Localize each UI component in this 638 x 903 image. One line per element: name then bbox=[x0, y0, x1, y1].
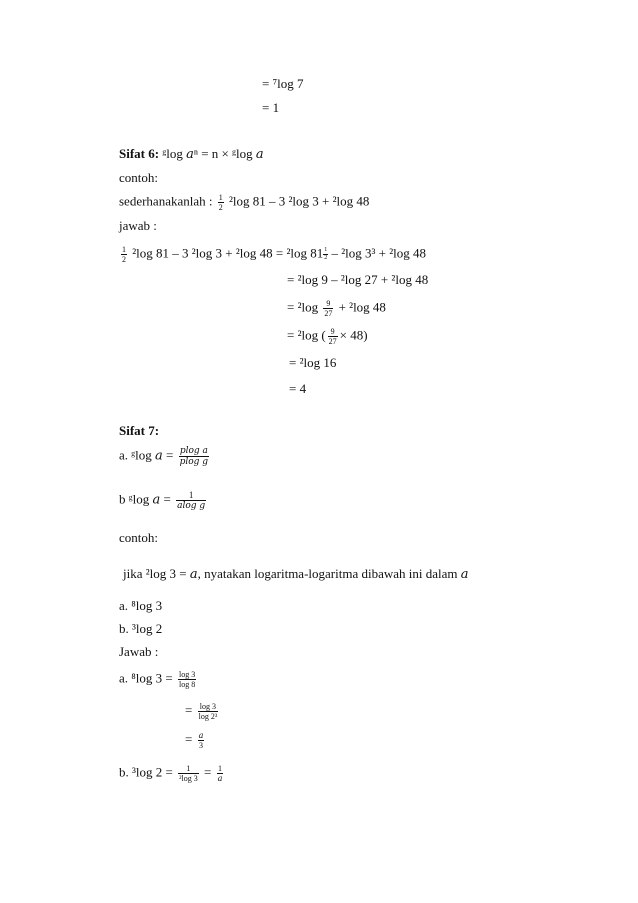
sifat7-formula-a bbox=[119, 446, 211, 467]
step1-rest: ²log 81 – 3 ²log 3 + ²log 48 = ²log 81 bbox=[132, 245, 324, 261]
sifat6-soal-fraction bbox=[218, 193, 224, 212]
formula-a-label: a. ᵍlog 𝑎 = bbox=[119, 447, 174, 463]
fraction-numerator: 1 bbox=[188, 490, 194, 500]
step4-fraction bbox=[328, 327, 338, 346]
step3-a: = ²log bbox=[287, 299, 319, 315]
fraction-denominator: 27 bbox=[324, 309, 333, 318]
equals-sign: = bbox=[185, 731, 193, 747]
answer-a-fraction bbox=[178, 670, 196, 689]
answer-a-line3 bbox=[185, 731, 206, 750]
fraction-denominator: log 8 bbox=[179, 680, 196, 689]
fraction-numerator: 1 bbox=[217, 764, 222, 773]
sifat7-formula-b bbox=[119, 490, 208, 511]
answer-a-label: a. ⁸log 3 = bbox=[119, 670, 173, 686]
sifat6-step1 bbox=[119, 245, 426, 264]
fraction-numerator: log 3 bbox=[199, 702, 217, 711]
sifat7-question-a: a. ⁸log 3 bbox=[119, 598, 163, 613]
answer-a-line2 bbox=[185, 702, 220, 721]
sifat6-soal-rest: ²log 81 – 3 ²log 3 + ²log 48 bbox=[228, 193, 370, 209]
sifat6-step2: = ²log 9 – ²log 27 + ²log 48 bbox=[287, 272, 429, 287]
step1-tail: – ²log 3³ + ²log 48 bbox=[331, 245, 426, 261]
fraction-numerator: 9 bbox=[326, 299, 331, 308]
formula-b-fraction bbox=[176, 490, 206, 511]
exponent-denominator: 2 bbox=[324, 255, 328, 262]
fraction-numerator: 𝑎 bbox=[198, 731, 204, 740]
sifat6-step4 bbox=[287, 327, 368, 346]
sifat6-step3 bbox=[287, 299, 386, 318]
sifat7-jawab: Jawab : bbox=[119, 644, 159, 659]
equals-sign: = bbox=[203, 764, 212, 780]
fraction-numerator: 𝑝log 𝑎 bbox=[179, 446, 208, 456]
sifat7-contoh: contoh: bbox=[119, 530, 158, 545]
answer-a3-fraction bbox=[198, 731, 205, 750]
answer-b2-fraction bbox=[217, 764, 224, 783]
sifat6-soal-prefix: sederhanakanlah : bbox=[119, 193, 213, 209]
fraction-numerator: log 3 bbox=[179, 670, 196, 679]
sifat6-formula: ᵍlog 𝑎ⁿ = n × ᵍlog 𝑎 bbox=[162, 146, 264, 161]
fraction-numerator: 1 bbox=[122, 245, 126, 254]
fraction-numerator: 1 bbox=[218, 193, 223, 202]
fraction-denominator: log 2³ bbox=[198, 712, 218, 721]
sifat6-jawab: jawab : bbox=[119, 218, 157, 233]
sifat6-soal bbox=[119, 193, 369, 212]
sifat6-heading bbox=[119, 146, 264, 162]
answer-b-fraction bbox=[178, 764, 199, 783]
fraction-numerator: 1 bbox=[186, 764, 191, 773]
sifat7-soal: jika ²log 3 = 𝑎, nyatakan logaritma-logaritma dibawah ini dalam 𝑎 bbox=[123, 566, 469, 581]
fraction-denominator: 𝑎log g bbox=[177, 501, 206, 511]
fraction-denominator: 𝑝log g bbox=[179, 457, 209, 467]
top-line-1: = ⁷log 7 bbox=[262, 76, 304, 91]
fraction-denominator: 𝑎 bbox=[217, 774, 223, 783]
fraction-denominator: 3 bbox=[198, 741, 203, 750]
equals-sign: = bbox=[185, 702, 193, 718]
step4-b: × 48) bbox=[339, 327, 368, 343]
step1-fraction bbox=[121, 245, 127, 264]
top-line-2: = 1 bbox=[262, 100, 280, 115]
fraction-denominator: ²log 3 bbox=[179, 774, 198, 783]
step4-a: = ²log ( bbox=[287, 327, 326, 343]
sifat6-title: Sifat 6: bbox=[119, 146, 160, 161]
sifat6-step5: = ²log 16 bbox=[289, 355, 337, 370]
step3-b: + ²log 48 bbox=[338, 299, 386, 315]
formula-b-label: b ᵍlog 𝑎 = bbox=[119, 491, 171, 507]
step1-exponent bbox=[323, 247, 328, 262]
answer-a-line1 bbox=[119, 670, 198, 689]
fraction-numerator: 9 bbox=[330, 327, 335, 336]
fraction-denominator: 2 bbox=[218, 203, 223, 212]
sifat6-step6: = 4 bbox=[289, 381, 307, 396]
exponent-numerator: 1 bbox=[324, 247, 328, 254]
sifat6-contoh: contoh: bbox=[119, 170, 158, 185]
fraction-denominator: 27 bbox=[328, 337, 337, 346]
sifat7-title: Sifat 7: bbox=[119, 423, 160, 438]
fraction-denominator: 2 bbox=[122, 255, 126, 264]
answer-b-line bbox=[119, 764, 225, 783]
answer-a2-fraction bbox=[198, 702, 219, 721]
answer-b-label: b. ³log 2 = bbox=[119, 764, 173, 780]
sifat7-question-b: b. ³log 2 bbox=[119, 621, 163, 636]
formula-a-fraction bbox=[179, 446, 209, 467]
step3-fraction bbox=[323, 299, 333, 318]
